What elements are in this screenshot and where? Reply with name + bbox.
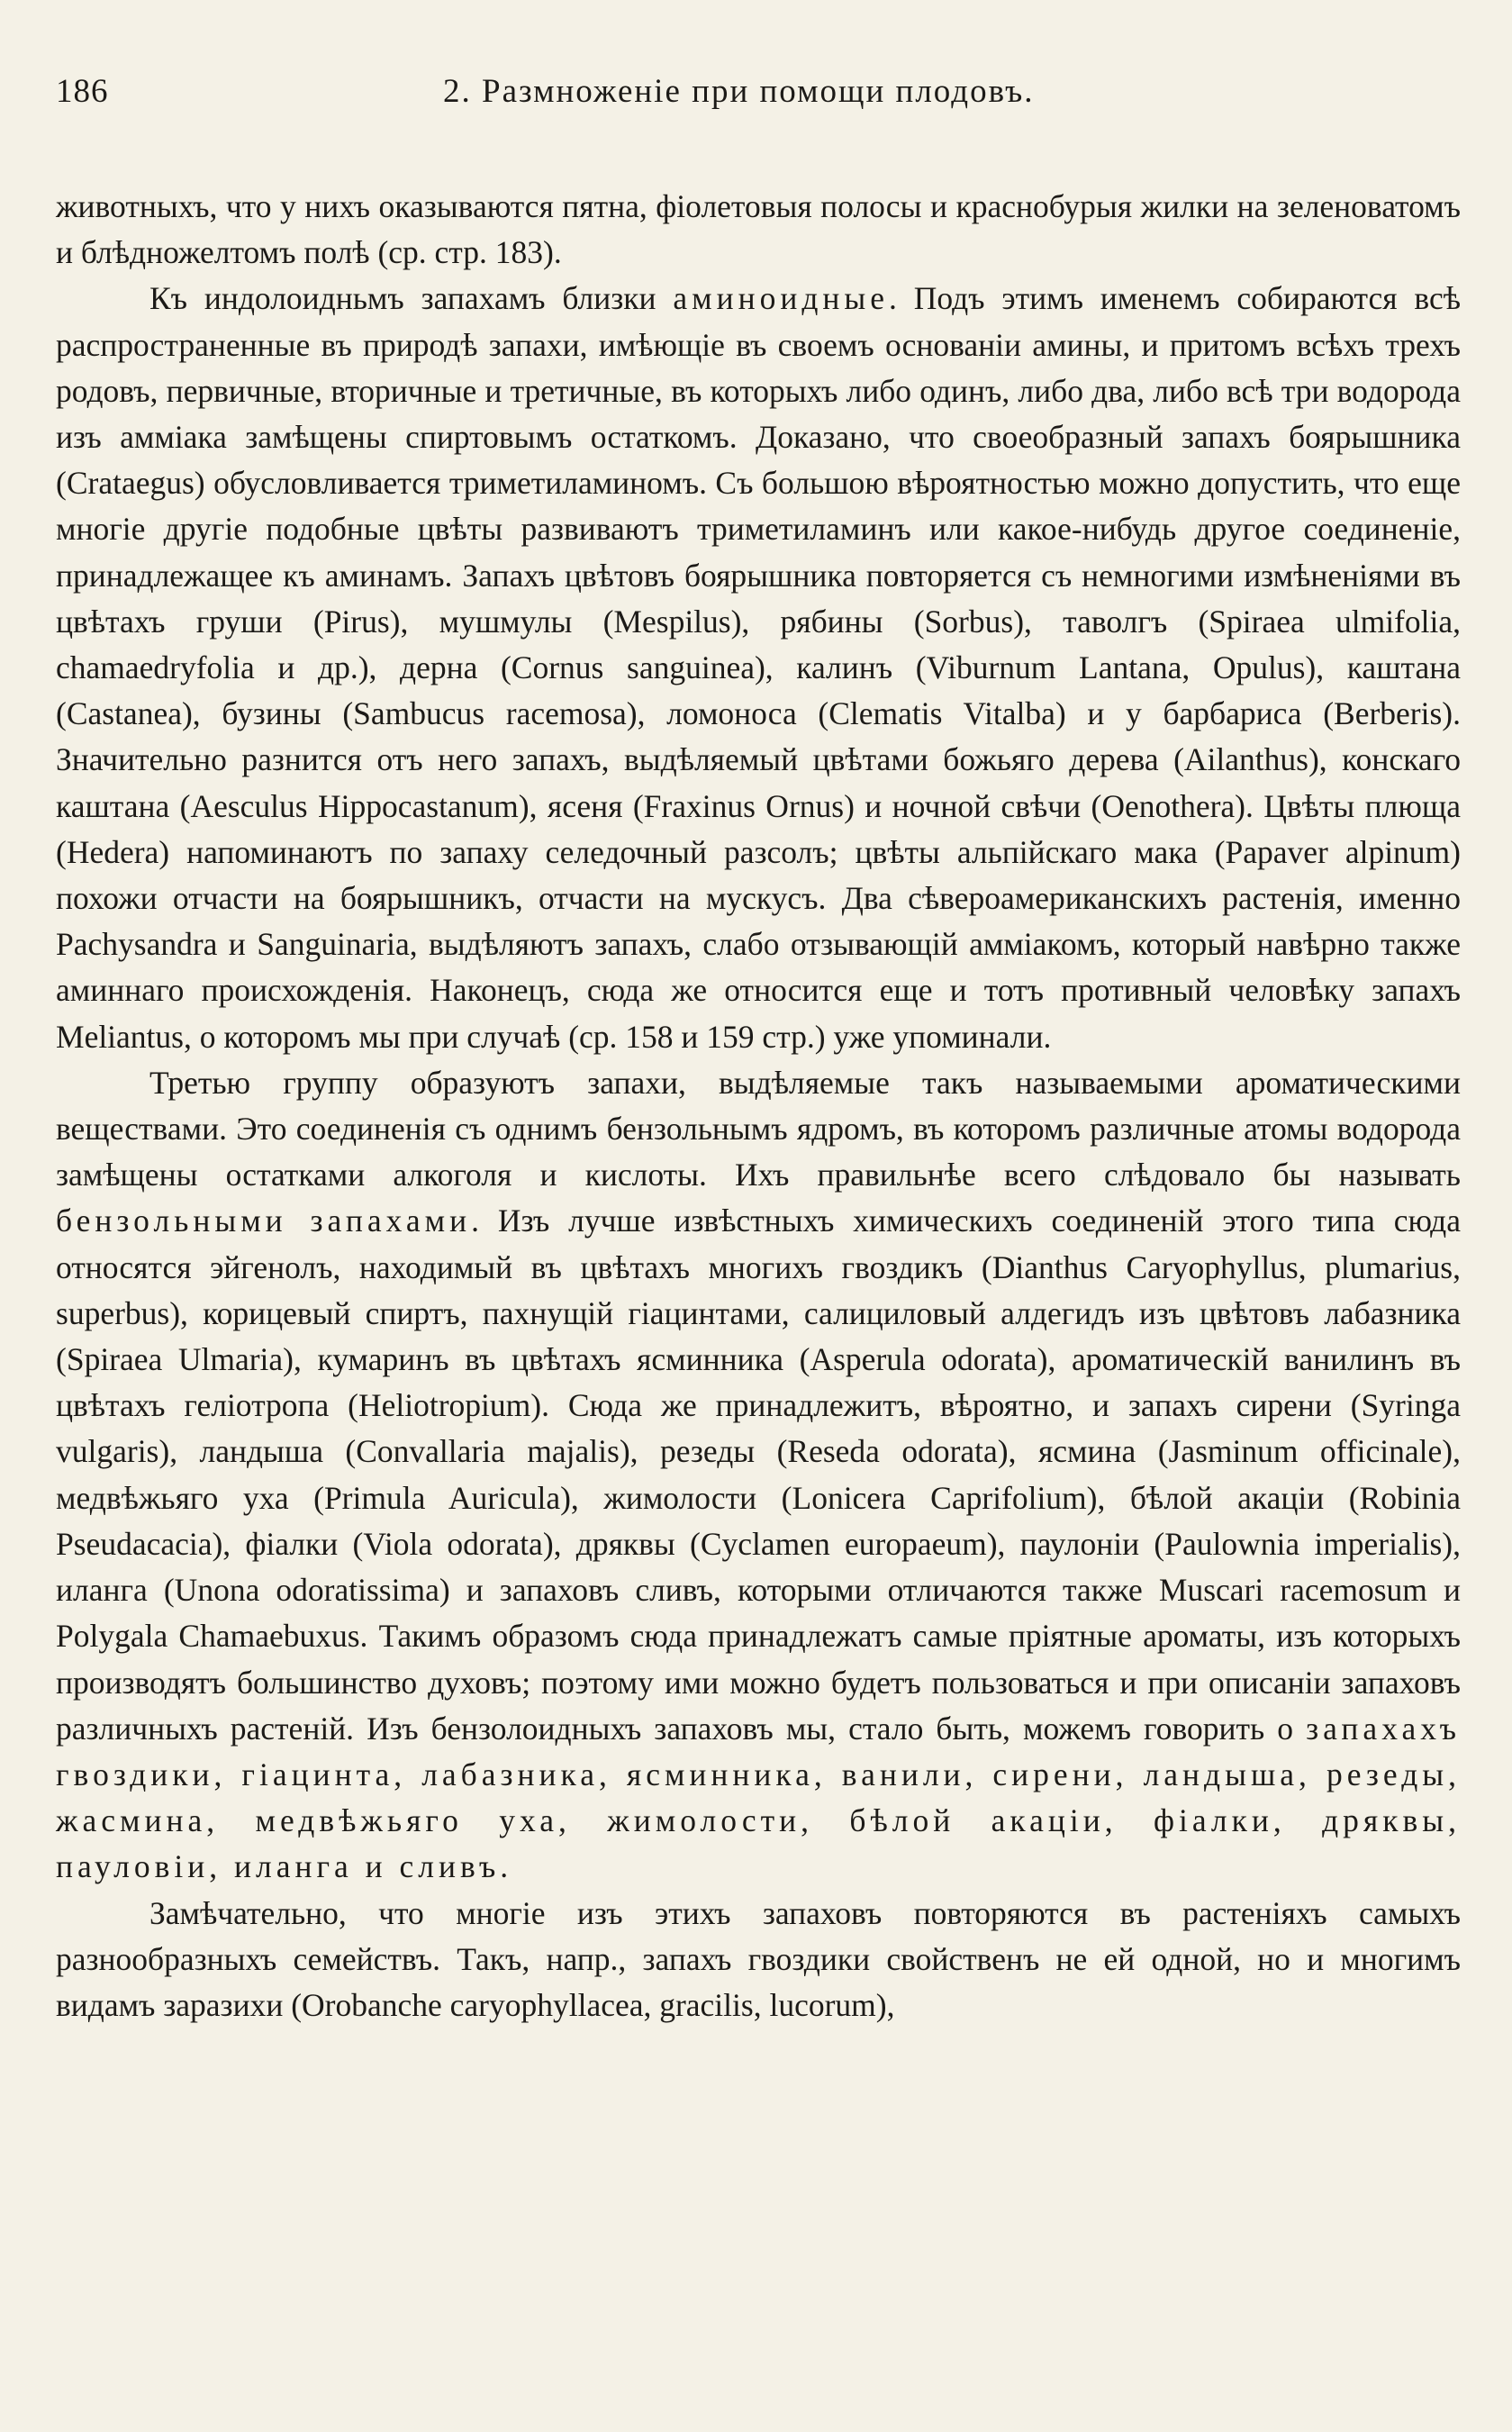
spaced-emphasis-text: запахахъ гвоздики, гіацинта, лабазника, ясминника, ванили, сирени, ландыша, резеды, жасмина, медвѣжьяго уха, жимолости, бѣлой акаціи, фіалки, дряквы, пауловіи, иланга и сливъ xyxy=(56,1710,1461,1885)
running-title: 2. Размноженіе при помощи плодовъ. xyxy=(443,73,1035,110)
body-text xyxy=(56,184,1461,2028)
spaced-emphasis-text: бензольными запахами xyxy=(56,1202,472,1239)
paragraph-text: Замѣчательно, что многіе изъ этихъ запаховъ повторяются въ растеніяхъ самыхъ разнообразныхъ семействъ. Такъ, напр., запахъ гвоздики свойственъ не ей одной, но и многимъ видамъ заразихи (Orobanche caryophyllacea, gracilis, lucorum), xyxy=(56,1894,1461,2023)
paragraph-text: животныхъ, что у нихъ оказываются пятна, фіолетовыя полосы и краснобурыя жилки на зеленоватомъ и блѣдножелтомъ полѣ (ср. стр. 183). xyxy=(56,188,1461,271)
paragraph-text: . Изъ лучше извѣстныхъ химическихъ соединеній этого типа сюда относятся эйгенолъ, находимый въ цвѣтахъ многихъ гвоздикъ (Dianthus Caryophyllus, plumarius, superbus), корицевый спиртъ, пахнущій гіацинтами, салициловый алдегидъ изъ цвѣтовъ лабазника (Spiraea Ulmaria), кумаринъ въ цвѣтахъ ясминника (Asperula odorata), ароматическій ванилинъ въ цвѣтахъ геліотропа (Heliotropium). Сюда же принадлежитъ, вѣроятно, и запахъ сирени (Syringa vulgaris), ландыша (Convallaria majalis), резеды (Reseda odorata), ясмина (Jasminum officinale), медвѣжьяго уха (Primula Auricula), жимолости (Lonicera Caprifolium), бѣлой акаціи (Robinia Pseudacacia), фіалки (Viola odorata), дряквы (Cyclamen europaeum), паулоніи (Paulownia imperialis), иланга (Unona odoratissima) и запаховъ сливъ, которыми отличаются также Muscari racemosum и Polygala Chamaebuxus. Такимъ образомъ сюда принадлежатъ самые пріятные ароматы, изъ которыхъ производятъ большинство духовъ; поэтому ими можно будетъ пользоваться и при описаніи запаховъ различныхъ растеній. Изъ бензолоидныхъ запаховъ мы, стало быть, можемъ говорить о xyxy=(56,1202,1461,1747)
paragraph xyxy=(56,1060,1461,1891)
running-head xyxy=(56,72,1461,128)
paragraph-text: Къ индолоидньмъ запахамъ близки xyxy=(149,280,674,317)
paragraph-text: Третью группу образуютъ запахи, выдѣляемые такъ называемыми ароматическими веществами. Это соединенія съ однимъ бензольнымъ ядромъ, въ которомъ различные атомы водорода замѣщены остатками алкоголя и кислоты. Ихъ правильнѣе всего слѣдовало бы называть xyxy=(56,1064,1461,1193)
paragraph-text: . xyxy=(500,1848,509,1885)
paragraph xyxy=(56,1891,1461,2029)
page-number: 186 xyxy=(56,73,109,110)
paragraph-text: . Подъ этимъ именемъ собираются всѣ распространенные въ природѣ запахи, имѣющіе въ своемъ основаніи амины, и притомъ всѣхъ трехъ родовъ, первичные, вторичные и третичные, въ которыхъ либо одинъ, либо два, либо всѣ три водорода изъ амміака замѣщены спиртовымъ остаткомъ. Доказано, что своеобразный запахъ боярышника (Crataegus) обусловливается триметиламиномъ. Съ большою вѣроятностью можно допустить, что еще многіе другіе подобные цвѣты развиваютъ триметиламинъ или какое-нибудь другое соединеніе, принадлежащее къ аминамъ. Запахъ цвѣтовъ боярышника повторяется съ немногими измѣненіями въ цвѣтахъ груши (Pirus), мушмулы (Mespilus), рябины (Sorbus), таволгъ (Spiraea ulmifolia, chamaedryfolia и др.), дерна (Cornus sanguinea), калинъ (Viburnum Lantana, Opulus), каштана (Castanea), бузины (Sambucus racemosa), ломоноса (Clematis Vitalba) и у барбариса (Berberis). Значительно разнится отъ него запахъ, выдѣляемый цвѣтами божьяго дерева (Ailanthus), конскаго каштана (Aesculus Hippocastanum), ясеня (Fraxinus Ornus) и ночной свѣчи (Oenothera). Цвѣты плюща (Hedera) напоминаютъ по запаху селедочный разсолъ; цвѣты альпійскаго мака (Papaver alpinum) похожи отчасти на боярышникъ, отчасти на мускусъ. Два сѣвероамериканскихъ растенія, именно Pachysandra и Sanguinaria, выдѣляютъ запахъ, слабо отзывающій амміакомъ, который навѣрно также аминнаго происхожденія. Наконецъ, сюда же относится еще и тотъ противный человѣку запахъ Meliantus, о которомъ мы при случаѣ (ср. 158 и 159 стр.) уже упоминали. xyxy=(56,280,1461,1055)
paragraph xyxy=(56,276,1461,1059)
page xyxy=(56,72,1461,2028)
spaced-emphasis-text: аминоидные xyxy=(673,280,890,317)
paragraph xyxy=(56,184,1461,276)
